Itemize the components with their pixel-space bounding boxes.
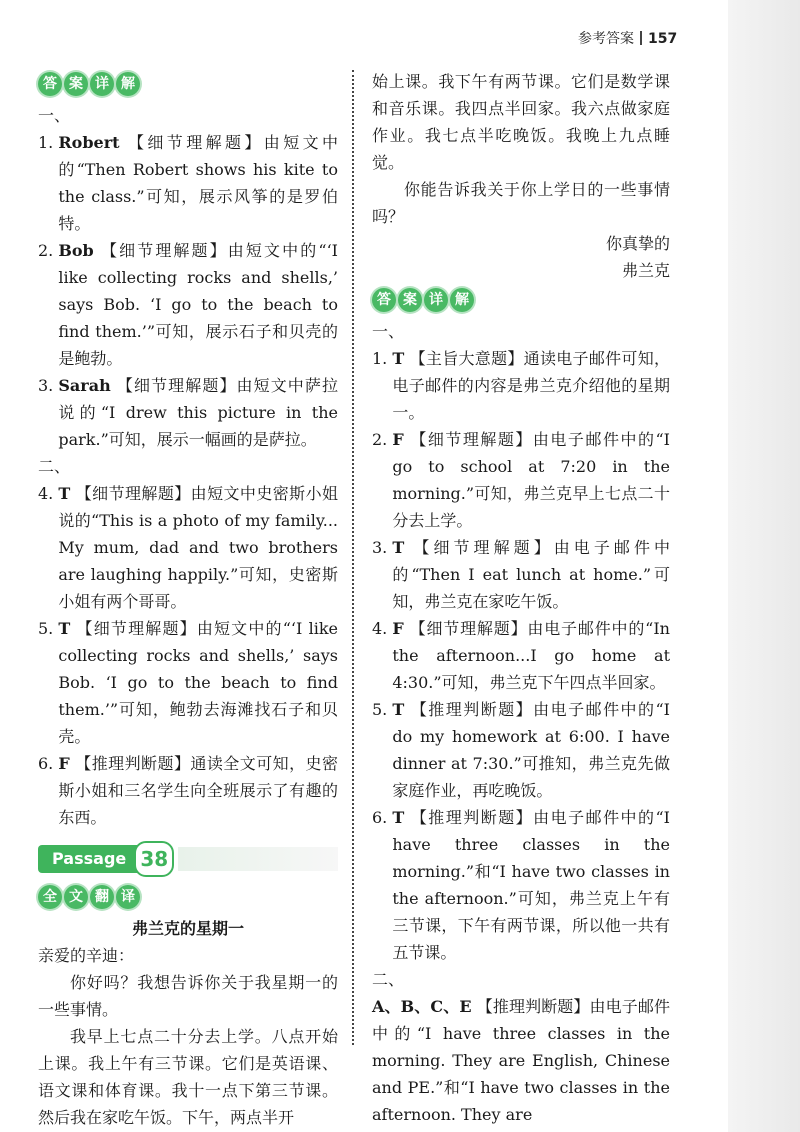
answer-item	[372, 696, 670, 804]
badge-char: 翻	[90, 885, 114, 909]
badge-char: 全	[38, 885, 62, 909]
answer-explanation: 【推理判断题】由电子邮件中的“I do my homework at 6:00. I have dinner at 7:30.”可推知，弗兰克先做家庭作业，再吃晚饭。	[392, 700, 670, 800]
full-translation-badge	[38, 885, 338, 909]
section-heading-1: 一、	[38, 106, 71, 125]
answer-item	[372, 993, 670, 1128]
answer-key: T	[392, 538, 405, 557]
answer-explanation: 【细节理解题】由短文中的“‘I like collecting rocks and shells,’ says Bob. ‘I go to the beach to find them.’”可知，展示石子和贝壳的是鲍勃。	[58, 241, 338, 368]
answer-explanation: 【推理判断题】由电子邮件中的“I have three classes in the morning. They are English, Chinese and PE.”和“I have two classes in the afternoon. They are	[372, 997, 670, 1124]
header-section: 参考答案	[578, 31, 634, 47]
passage-number: 38	[134, 841, 174, 877]
item-number: 3.	[38, 376, 59, 395]
answer-explanation: 【推理判断题】通读全文可知，史密斯小姐和三名学生向全班展示了有趣的东西。	[58, 754, 338, 827]
answer-item	[372, 345, 670, 426]
answer-explanation: 【推理判断题】由电子邮件中的“I have three classes in the morning.”和“I have two classes in the afternoon.”可知，弗兰克上午有三节课，下午有两节课，所以他一共有五节课。	[392, 808, 670, 962]
letter-paragraph: 我早上七点二十分去上学。八点开始上课。我上午有三节课。它们是英语课、语文课和体育课。我十一点下第三节课。然后我在家吃午饭。下午，两点半开	[38, 1027, 338, 1127]
answer-explanation: 【主旨大意题】通读电子邮件可知，电子邮件的内容是弗兰克介绍他的星期一。	[392, 349, 670, 422]
page-number: 157	[648, 31, 678, 47]
passage-label: Passage	[38, 845, 140, 873]
answer-key: T	[392, 808, 405, 827]
passage-banner	[38, 841, 338, 877]
letter-signature: 弗兰克	[621, 261, 670, 280]
section-heading-1: 一、	[372, 322, 405, 341]
answer-explanation: 【细节理解题】由短文中的“Then Robert shows his kite to the class.”可知，展示风筝的是罗伯特。	[58, 133, 338, 233]
answer-item	[38, 237, 338, 372]
badge-char: 答	[38, 72, 62, 96]
item-number: 3.	[372, 538, 393, 557]
letter-paragraph: 你能告诉我关于你上学日的一些事情吗？	[372, 180, 670, 226]
answer-key: T	[58, 484, 71, 503]
item-number: 2.	[372, 430, 393, 449]
answer-item	[372, 615, 670, 696]
badge-char: 详	[424, 288, 448, 312]
column-divider	[352, 70, 354, 1045]
letter-paragraph-continued: 始上课。我下午有两节课。它们是数学课和音乐课。我四点半回家。我六点做家庭作业。我七点半吃晚饭。我晚上九点睡觉。	[372, 72, 670, 172]
item-number: 4.	[372, 619, 393, 638]
item-number: 4.	[38, 484, 59, 503]
badge-char: 解	[116, 72, 140, 96]
answer-explanation-badge	[38, 72, 338, 96]
badge-char: 答	[372, 288, 396, 312]
badge-char: 案	[64, 72, 88, 96]
answer-explanation: 【细节理解题】由电子邮件中的“In the afternoon...I go home at 4:30.”可知，弗兰克下午四点半回家。	[392, 619, 670, 692]
answer-item	[372, 534, 670, 615]
answer-key: Robert	[58, 133, 120, 152]
left-column	[38, 68, 338, 1131]
item-number: 2.	[38, 241, 59, 260]
page-edge	[728, 0, 800, 1132]
answer-explanation: 【细节理解题】由电子邮件中的“I go to school at 7:20 in the morning.”可知，弗兰克早上七点二十分去上学。	[392, 430, 670, 530]
item-number: 5.	[38, 619, 59, 638]
passage-banner-tail	[178, 847, 338, 871]
item-number: 1.	[38, 133, 59, 152]
answer-item	[38, 372, 338, 453]
answer-item	[38, 750, 338, 831]
answer-item	[38, 480, 338, 615]
answer-item	[38, 615, 338, 750]
answer-explanation-badge	[372, 288, 670, 312]
answer-key: A、B、C、E	[372, 997, 472, 1016]
section-heading-2: 二、	[38, 457, 71, 476]
answer-key: F	[392, 619, 404, 638]
item-number: 1.	[372, 349, 393, 368]
section-heading-2: 二、	[372, 970, 405, 989]
answer-explanation: 【细节理解题】由短文中的“‘I like collecting rocks and shells,’ says Bob. ‘I go to the beach to find them.’”可知，鲍勃去海滩找石子和贝壳。	[58, 619, 338, 746]
badge-char: 详	[90, 72, 114, 96]
answer-key: Bob	[58, 241, 94, 260]
item-number: 6.	[38, 754, 59, 773]
letter-closing: 你真挚的	[605, 234, 670, 253]
answer-key: T	[58, 619, 71, 638]
badge-char: 案	[398, 288, 422, 312]
answer-key: Sarah	[58, 376, 111, 395]
answer-explanation: 【细节理解题】由电子邮件中的“Then I eat lunch at home.”可知，弗兰克在家吃午饭。	[392, 538, 670, 611]
page-header	[578, 28, 677, 48]
item-number: 5.	[372, 700, 393, 719]
letter-greeting: 亲爱的辛迪：	[38, 946, 135, 965]
answer-explanation: 【细节理解题】由短文中萨拉说的“I drew this picture in the park.”可知，展示一幅画的是萨拉。	[58, 376, 338, 449]
badge-char: 文	[64, 885, 88, 909]
answer-key: T	[392, 700, 405, 719]
header-divider	[640, 31, 642, 45]
answer-explanation: 【细节理解题】由短文中史密斯小姐说的“This is a photo of my family... My mum, dad and two brothers are laughing happily.”可知，史密斯小姐有两个哥哥。	[58, 484, 338, 611]
answer-item	[372, 804, 670, 966]
right-column	[372, 68, 670, 1128]
badge-char: 解	[450, 288, 474, 312]
answer-key: T	[392, 349, 405, 368]
item-number: 6.	[372, 808, 393, 827]
answer-key: F	[392, 430, 404, 449]
answer-item	[38, 129, 338, 237]
answer-item	[372, 426, 670, 534]
answer-key: F	[58, 754, 70, 773]
letter-paragraph: 你好吗？我想告诉你关于我星期一的一些事情。	[38, 973, 338, 1019]
translation-title: 弗兰克的星期一	[131, 919, 244, 938]
badge-char: 译	[116, 885, 140, 909]
